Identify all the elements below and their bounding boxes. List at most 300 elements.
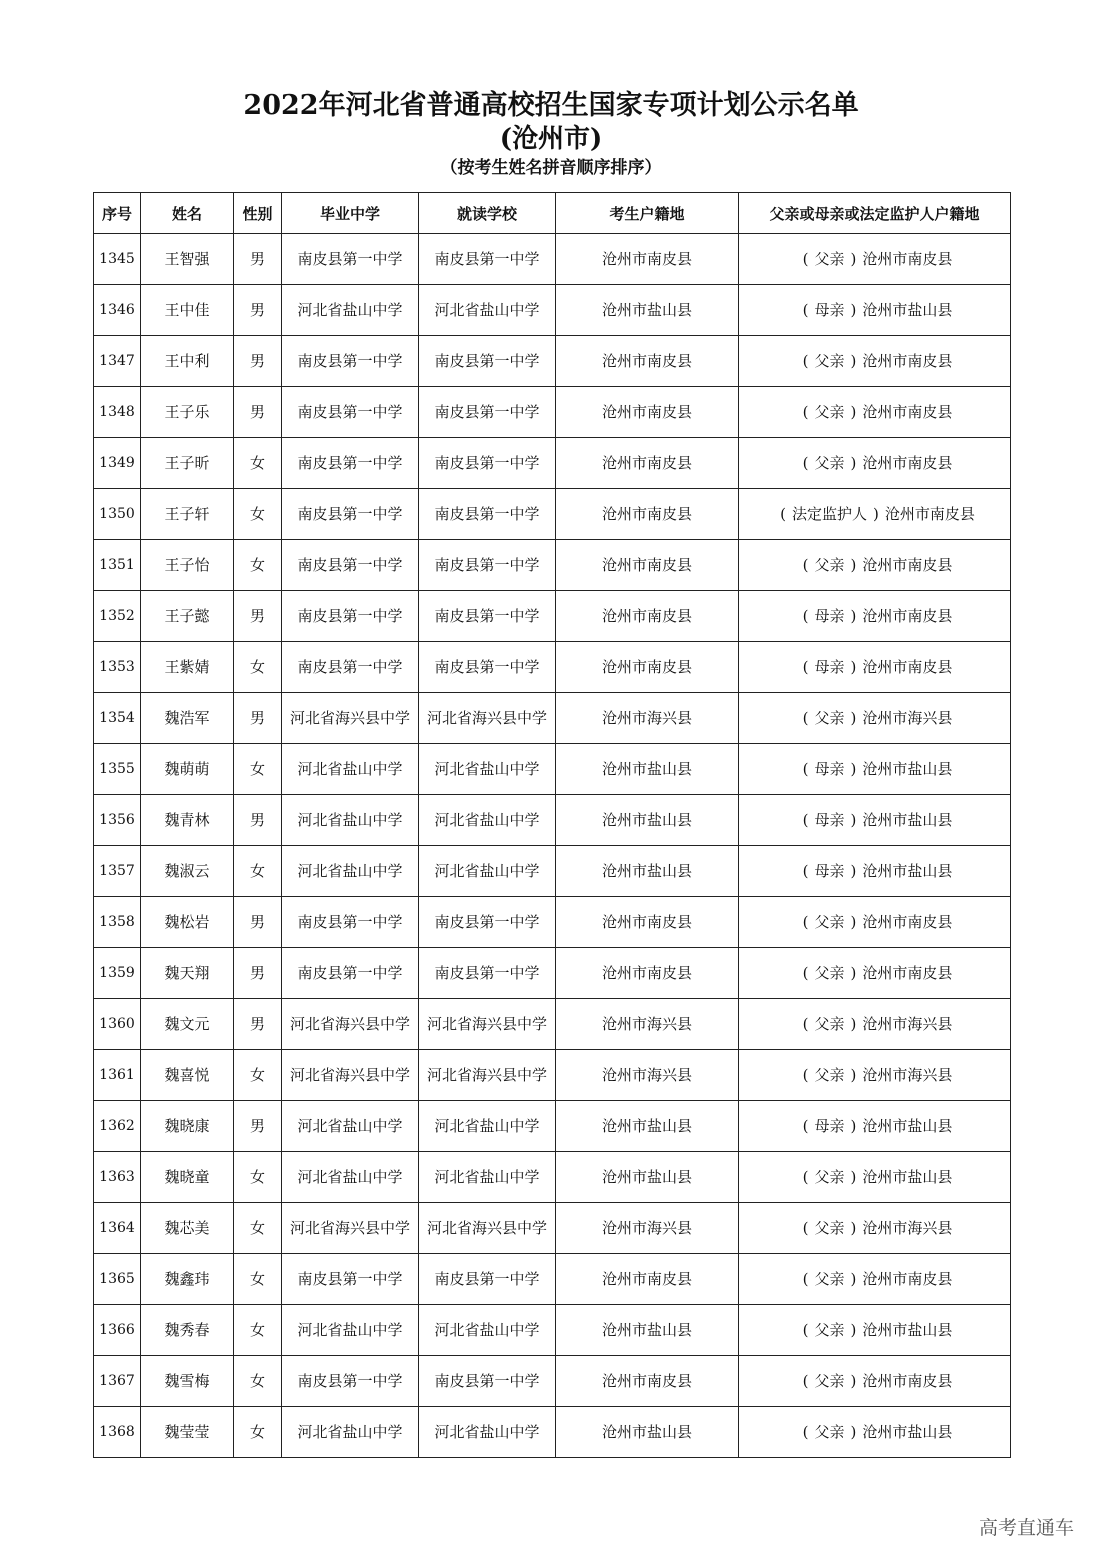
open-paren: ( <box>802 1167 809 1186</box>
close-paren: ) <box>850 300 857 319</box>
cell-number: 1356 <box>94 795 141 846</box>
table-row <box>94 999 1011 1050</box>
cell-student-registry: 沧州市南皮县 <box>556 234 739 285</box>
guardian-relation: 父亲 <box>814 963 845 982</box>
cell-gender: 女 <box>234 540 282 591</box>
cell-current-school: 河北省盐山中学 <box>419 846 556 897</box>
table-row <box>94 1203 1011 1254</box>
guardian-relation: 母亲 <box>814 861 845 880</box>
cell-current-school: 南皮县第一中学 <box>419 387 556 438</box>
cell-graduation-school: 南皮县第一中学 <box>282 489 419 540</box>
guardian-location: 沧州市南皮县 <box>862 249 953 268</box>
cell-number: 1345 <box>94 234 141 285</box>
open-paren: ( <box>802 555 809 574</box>
open-paren: ( <box>802 708 809 727</box>
guardian-location: 沧州市盐山县 <box>862 300 953 319</box>
cell-graduation-school: 河北省盐山中学 <box>282 795 419 846</box>
cell-student-registry: 沧州市盐山县 <box>556 795 739 846</box>
column-header-guardian-registry: 父亲或母亲或法定监护人户籍地 <box>739 193 1011 234</box>
close-paren: ) <box>873 504 879 523</box>
cell-student-registry: 沧州市盐山县 <box>556 1152 739 1203</box>
cell-graduation-school: 河北省盐山中学 <box>282 1152 419 1203</box>
table-row <box>94 642 1011 693</box>
table-row <box>94 438 1011 489</box>
cell-gender: 女 <box>234 489 282 540</box>
open-paren: ( <box>802 657 809 676</box>
table-row <box>94 1305 1011 1356</box>
cell-current-school: 南皮县第一中学 <box>419 1356 556 1407</box>
watermark-text: 高考直通车 <box>978 1517 1074 1539</box>
open-paren: ( <box>802 1014 809 1033</box>
cell-name: 魏青林 <box>141 795 234 846</box>
table-row <box>94 234 1011 285</box>
cell-student-registry: 沧州市海兴县 <box>556 1050 739 1101</box>
table-row <box>94 897 1011 948</box>
table-row <box>94 744 1011 795</box>
cell-guardian-registry <box>739 1356 1011 1407</box>
cell-number: 1358 <box>94 897 141 948</box>
cell-guardian-registry <box>739 1407 1011 1458</box>
cell-gender: 女 <box>234 1407 282 1458</box>
cell-gender: 女 <box>234 744 282 795</box>
cell-student-registry: 沧州市盐山县 <box>556 1407 739 1458</box>
cell-name: 魏浩军 <box>141 693 234 744</box>
close-paren: ) <box>850 810 857 829</box>
guardian-relation: 父亲 <box>814 912 845 931</box>
cell-current-school: 河北省盐山中学 <box>419 1407 556 1458</box>
guardian-location: 沧州市南皮县 <box>862 402 953 421</box>
cell-current-school: 河北省盐山中学 <box>419 285 556 336</box>
cell-graduation-school: 南皮县第一中学 <box>282 387 419 438</box>
guardian-relation: 父亲 <box>814 1014 845 1033</box>
cell-current-school: 河北省盐山中学 <box>419 1101 556 1152</box>
close-paren: ) <box>850 1218 857 1237</box>
cell-student-registry: 沧州市盐山县 <box>556 846 739 897</box>
cell-gender: 女 <box>234 1152 282 1203</box>
guardian-location: 沧州市南皮县 <box>862 453 953 472</box>
cell-name: 魏莹莹 <box>141 1407 234 1458</box>
close-paren: ) <box>850 555 857 574</box>
cell-current-school: 南皮县第一中学 <box>419 540 556 591</box>
guardian-relation: 母亲 <box>814 1116 845 1135</box>
guardian-relation: 母亲 <box>814 810 845 829</box>
cell-current-school: 南皮县第一中学 <box>419 489 556 540</box>
cell-guardian-registry <box>739 795 1011 846</box>
table-row <box>94 846 1011 897</box>
cell-gender: 男 <box>234 234 282 285</box>
cell-graduation-school: 河北省盐山中学 <box>282 285 419 336</box>
cell-graduation-school: 河北省盐山中学 <box>282 744 419 795</box>
document-title: 2022年河北省普通高校招生国家专项计划公示名单 <box>243 90 859 121</box>
cell-graduation-school: 南皮县第一中学 <box>282 438 419 489</box>
guardian-relation: 父亲 <box>814 249 845 268</box>
open-paren: ( <box>802 249 809 268</box>
cell-graduation-school: 南皮县第一中学 <box>282 591 419 642</box>
guardian-relation: 父亲 <box>814 402 845 421</box>
cell-current-school: 南皮县第一中学 <box>419 897 556 948</box>
table-row <box>94 1254 1011 1305</box>
guardian-location: 沧州市南皮县 <box>862 657 953 676</box>
table-row <box>94 1407 1011 1458</box>
cell-number: 1367 <box>94 1356 141 1407</box>
cell-name: 魏晓康 <box>141 1101 234 1152</box>
cell-guardian-registry <box>739 591 1011 642</box>
cell-guardian-registry <box>739 1305 1011 1356</box>
close-paren: ) <box>850 759 857 778</box>
open-paren: ( <box>802 810 809 829</box>
cell-name: 魏松岩 <box>141 897 234 948</box>
cell-current-school: 河北省盐山中学 <box>419 744 556 795</box>
guardian-location: 沧州市南皮县 <box>862 1269 953 1288</box>
cell-gender: 男 <box>234 999 282 1050</box>
close-paren: ) <box>850 1014 857 1033</box>
table-row <box>94 948 1011 999</box>
cell-current-school: 南皮县第一中学 <box>419 438 556 489</box>
cell-name: 王中利 <box>141 336 234 387</box>
table-row <box>94 387 1011 438</box>
cell-number: 1349 <box>94 438 141 489</box>
open-paren: ( <box>780 504 786 523</box>
close-paren: ) <box>850 963 857 982</box>
guardian-location: 沧州市南皮县 <box>884 504 975 523</box>
cell-number: 1348 <box>94 387 141 438</box>
open-paren: ( <box>802 861 809 880</box>
guardian-relation: 父亲 <box>814 1320 845 1339</box>
table-header-row <box>94 193 1011 234</box>
cell-guardian-registry <box>739 540 1011 591</box>
open-paren: ( <box>802 1218 809 1237</box>
guardian-relation: 父亲 <box>814 1269 845 1288</box>
cell-name: 王紫婧 <box>141 642 234 693</box>
cell-gender: 男 <box>234 795 282 846</box>
cell-number: 1346 <box>94 285 141 336</box>
guardian-relation: 父亲 <box>814 453 845 472</box>
close-paren: ) <box>850 1065 857 1084</box>
open-paren: ( <box>802 1320 809 1339</box>
table-body <box>94 234 1011 1458</box>
close-paren: ) <box>850 1371 857 1390</box>
guardian-relation: 父亲 <box>814 1065 845 1084</box>
guardian-location: 沧州市盐山县 <box>862 861 953 880</box>
table-row <box>94 336 1011 387</box>
open-paren: ( <box>802 1371 809 1390</box>
cell-number: 1357 <box>94 846 141 897</box>
cell-graduation-school: 南皮县第一中学 <box>282 540 419 591</box>
table-row <box>94 540 1011 591</box>
cell-student-registry: 沧州市海兴县 <box>556 693 739 744</box>
guardian-relation: 父亲 <box>814 1218 845 1237</box>
cell-number: 1365 <box>94 1254 141 1305</box>
cell-gender: 男 <box>234 285 282 336</box>
guardian-location: 沧州市南皮县 <box>862 555 953 574</box>
cell-number: 1361 <box>94 1050 141 1101</box>
document-header <box>0 88 1102 180</box>
guardian-location: 沧州市南皮县 <box>862 351 953 370</box>
cell-guardian-registry <box>739 744 1011 795</box>
guardian-relation: 父亲 <box>814 708 845 727</box>
cell-gender: 女 <box>234 1050 282 1101</box>
guardian-location: 沧州市南皮县 <box>862 963 953 982</box>
close-paren: ) <box>850 708 857 727</box>
cell-number: 1364 <box>94 1203 141 1254</box>
cell-name: 魏芯美 <box>141 1203 234 1254</box>
guardian-relation: 母亲 <box>814 759 845 778</box>
cell-student-registry: 沧州市南皮县 <box>556 948 739 999</box>
roster-table <box>93 192 1011 1458</box>
cell-number: 1359 <box>94 948 141 999</box>
cell-number: 1366 <box>94 1305 141 1356</box>
cell-student-registry: 沧州市海兴县 <box>556 1203 739 1254</box>
close-paren: ) <box>850 249 857 268</box>
cell-gender: 女 <box>234 1356 282 1407</box>
cell-name: 王子轩 <box>141 489 234 540</box>
cell-graduation-school: 河北省海兴县中学 <box>282 999 419 1050</box>
cell-graduation-school: 南皮县第一中学 <box>282 948 419 999</box>
cell-gender: 男 <box>234 948 282 999</box>
cell-student-registry: 沧州市南皮县 <box>556 438 739 489</box>
cell-name: 魏晓童 <box>141 1152 234 1203</box>
guardian-relation: 母亲 <box>814 300 845 319</box>
cell-name: 魏天翔 <box>141 948 234 999</box>
cell-student-registry: 沧州市南皮县 <box>556 642 739 693</box>
close-paren: ) <box>850 1320 857 1339</box>
close-paren: ) <box>850 1422 857 1441</box>
column-header-student-registry: 考生户籍地 <box>556 193 739 234</box>
cell-number: 1350 <box>94 489 141 540</box>
cell-name: 魏秀春 <box>141 1305 234 1356</box>
column-header-current-school: 就读学校 <box>419 193 556 234</box>
cell-number: 1351 <box>94 540 141 591</box>
open-paren: ( <box>802 1116 809 1135</box>
open-paren: ( <box>802 759 809 778</box>
close-paren: ) <box>850 1116 857 1135</box>
cell-name: 魏雪梅 <box>141 1356 234 1407</box>
cell-name: 王智强 <box>141 234 234 285</box>
cell-gender: 女 <box>234 642 282 693</box>
cell-student-registry: 沧州市南皮县 <box>556 897 739 948</box>
cell-guardian-registry <box>739 693 1011 744</box>
cell-student-registry: 沧州市南皮县 <box>556 336 739 387</box>
cell-gender: 女 <box>234 1305 282 1356</box>
cell-graduation-school: 河北省盐山中学 <box>282 846 419 897</box>
cell-guardian-registry <box>739 234 1011 285</box>
close-paren: ) <box>850 912 857 931</box>
open-paren: ( <box>802 1065 809 1084</box>
cell-graduation-school: 河北省海兴县中学 <box>282 1203 419 1254</box>
cell-graduation-school: 河北省海兴县中学 <box>282 693 419 744</box>
cell-current-school: 河北省海兴县中学 <box>419 1050 556 1101</box>
cell-gender: 男 <box>234 591 282 642</box>
close-paren: ) <box>850 1167 857 1186</box>
cell-number: 1360 <box>94 999 141 1050</box>
close-paren: ) <box>850 1269 857 1288</box>
guardian-location: 沧州市南皮县 <box>862 1371 953 1390</box>
cell-current-school: 南皮县第一中学 <box>419 336 556 387</box>
cell-current-school: 南皮县第一中学 <box>419 948 556 999</box>
close-paren: ) <box>850 402 857 421</box>
cell-gender: 男 <box>234 336 282 387</box>
cell-gender: 女 <box>234 1254 282 1305</box>
cell-gender: 女 <box>234 438 282 489</box>
cell-guardian-registry <box>739 897 1011 948</box>
table-row <box>94 591 1011 642</box>
cell-number: 1355 <box>94 744 141 795</box>
guardian-location: 沧州市盐山县 <box>862 1320 953 1339</box>
cell-gender: 男 <box>234 897 282 948</box>
close-paren: ) <box>850 453 857 472</box>
sort-note: （按考生姓名拼音顺序排序） <box>440 158 662 178</box>
cell-name: 王子乐 <box>141 387 234 438</box>
cell-graduation-school: 河北省盐山中学 <box>282 1407 419 1458</box>
cell-gender: 男 <box>234 387 282 438</box>
cell-student-registry: 沧州市南皮县 <box>556 1254 739 1305</box>
guardian-relation: 父亲 <box>814 1371 845 1390</box>
cell-name: 魏淑云 <box>141 846 234 897</box>
cell-guardian-registry <box>739 285 1011 336</box>
open-paren: ( <box>802 912 809 931</box>
guardian-location: 沧州市南皮县 <box>862 606 953 625</box>
open-paren: ( <box>802 300 809 319</box>
cell-guardian-registry <box>739 1254 1011 1305</box>
cell-student-registry: 沧州市盐山县 <box>556 1101 739 1152</box>
cell-name: 魏鑫玮 <box>141 1254 234 1305</box>
cell-name: 魏喜悦 <box>141 1050 234 1101</box>
guardian-relation: 母亲 <box>814 606 845 625</box>
cell-number: 1368 <box>94 1407 141 1458</box>
open-paren: ( <box>802 1269 809 1288</box>
cell-current-school: 河北省海兴县中学 <box>419 999 556 1050</box>
cell-gender: 男 <box>234 1101 282 1152</box>
cell-guardian-registry <box>739 387 1011 438</box>
cell-name: 王中佳 <box>141 285 234 336</box>
open-paren: ( <box>802 351 809 370</box>
close-paren: ) <box>850 657 857 676</box>
cell-number: 1363 <box>94 1152 141 1203</box>
cell-name: 王子昕 <box>141 438 234 489</box>
guardian-relation: 父亲 <box>814 555 845 574</box>
cell-gender: 男 <box>234 693 282 744</box>
guardian-location: 沧州市海兴县 <box>862 1065 953 1084</box>
guardian-relation: 父亲 <box>814 1422 845 1441</box>
cell-guardian-registry <box>739 642 1011 693</box>
cell-name: 王子怡 <box>141 540 234 591</box>
cell-current-school: 南皮县第一中学 <box>419 1254 556 1305</box>
cell-guardian-registry <box>739 948 1011 999</box>
cell-guardian-registry <box>739 999 1011 1050</box>
cell-guardian-registry <box>739 1101 1011 1152</box>
cell-guardian-registry <box>739 1152 1011 1203</box>
cell-name: 魏萌萌 <box>141 744 234 795</box>
cell-current-school: 河北省海兴县中学 <box>419 693 556 744</box>
guardian-location: 沧州市盐山县 <box>862 1422 953 1441</box>
cell-current-school: 南皮县第一中学 <box>419 234 556 285</box>
close-paren: ) <box>850 351 857 370</box>
close-paren: ) <box>850 861 857 880</box>
cell-guardian-registry <box>739 489 1011 540</box>
cell-number: 1362 <box>94 1101 141 1152</box>
guardian-relation: 父亲 <box>814 1167 845 1186</box>
open-paren: ( <box>802 402 809 421</box>
cell-number: 1352 <box>94 591 141 642</box>
cell-student-registry: 沧州市南皮县 <box>556 1356 739 1407</box>
cell-guardian-registry <box>739 846 1011 897</box>
cell-graduation-school: 河北省海兴县中学 <box>282 1050 419 1101</box>
guardian-location: 沧州市盐山县 <box>862 810 953 829</box>
cell-student-registry: 沧州市盐山县 <box>556 285 739 336</box>
table-row <box>94 1101 1011 1152</box>
cell-graduation-school: 河北省盐山中学 <box>282 1101 419 1152</box>
cell-guardian-registry <box>739 1050 1011 1101</box>
table-row <box>94 795 1011 846</box>
cell-number: 1353 <box>94 642 141 693</box>
open-paren: ( <box>802 606 809 625</box>
cell-graduation-school: 南皮县第一中学 <box>282 1356 419 1407</box>
table-row <box>94 489 1011 540</box>
guardian-location: 沧州市海兴县 <box>862 1014 953 1033</box>
cell-current-school: 南皮县第一中学 <box>419 591 556 642</box>
column-header-name: 姓名 <box>141 193 234 234</box>
cell-current-school: 河北省盐山中学 <box>419 795 556 846</box>
cell-current-school: 河北省海兴县中学 <box>419 1203 556 1254</box>
cell-guardian-registry <box>739 336 1011 387</box>
cell-graduation-school: 南皮县第一中学 <box>282 336 419 387</box>
cell-name: 魏文元 <box>141 999 234 1050</box>
column-header-gender: 性别 <box>234 193 282 234</box>
cell-number: 1347 <box>94 336 141 387</box>
cell-graduation-school: 南皮县第一中学 <box>282 642 419 693</box>
guardian-location: 沧州市盐山县 <box>862 1116 953 1135</box>
cell-current-school: 南皮县第一中学 <box>419 642 556 693</box>
cell-student-registry: 沧州市南皮县 <box>556 591 739 642</box>
cell-gender: 女 <box>234 1203 282 1254</box>
cell-graduation-school: 南皮县第一中学 <box>282 1254 419 1305</box>
guardian-location: 沧州市海兴县 <box>862 708 953 727</box>
cell-graduation-school: 南皮县第一中学 <box>282 234 419 285</box>
cell-student-registry: 沧州市南皮县 <box>556 387 739 438</box>
column-header-graduation-school: 毕业中学 <box>282 193 419 234</box>
cell-guardian-registry <box>739 1203 1011 1254</box>
table-row <box>94 693 1011 744</box>
table-row <box>94 1050 1011 1101</box>
open-paren: ( <box>802 453 809 472</box>
close-paren: ) <box>850 606 857 625</box>
cell-number: 1354 <box>94 693 141 744</box>
table-row <box>94 285 1011 336</box>
cell-graduation-school: 河北省盐山中学 <box>282 1305 419 1356</box>
cell-current-school: 河北省盐山中学 <box>419 1305 556 1356</box>
cell-guardian-registry <box>739 438 1011 489</box>
table-row <box>94 1356 1011 1407</box>
guardian-location: 沧州市南皮县 <box>862 912 953 931</box>
cell-student-registry: 沧州市盐山县 <box>556 744 739 795</box>
open-paren: ( <box>802 963 809 982</box>
cell-student-registry: 沧州市南皮县 <box>556 540 739 591</box>
guardian-relation: 父亲 <box>814 351 845 370</box>
cell-current-school: 河北省盐山中学 <box>419 1152 556 1203</box>
cell-name: 王子懿 <box>141 591 234 642</box>
guardian-relation: 母亲 <box>814 657 845 676</box>
guardian-location: 沧州市盐山县 <box>862 1167 953 1186</box>
open-paren: ( <box>802 1422 809 1441</box>
guardian-relation: 法定监护人 <box>791 504 867 523</box>
cell-student-registry: 沧州市南皮县 <box>556 489 739 540</box>
guardian-location: 沧州市海兴县 <box>862 1218 953 1237</box>
cell-student-registry: 沧州市盐山县 <box>556 1305 739 1356</box>
cell-graduation-school: 南皮县第一中学 <box>282 897 419 948</box>
cell-student-registry: 沧州市海兴县 <box>556 999 739 1050</box>
cell-gender: 女 <box>234 846 282 897</box>
table-row <box>94 1152 1011 1203</box>
